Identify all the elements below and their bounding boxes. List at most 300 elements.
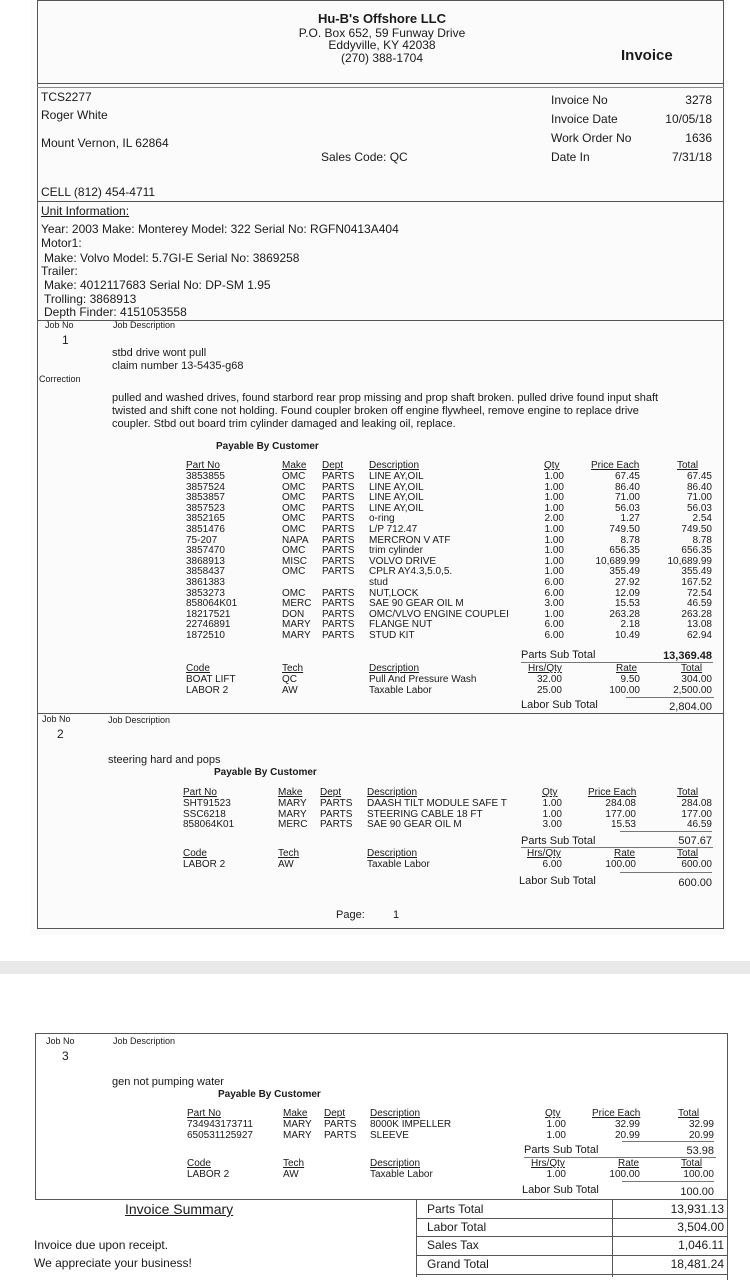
page-label: Page:: [336, 909, 365, 921]
company-phone: (270) 388-1704: [340, 51, 424, 65]
part-dept: PARTS: [320, 798, 353, 809]
job-2-make-column: [278, 799, 307, 831]
labor-code: BOAT LIFT: [186, 674, 236, 685]
job-3-labor-hrs-column: [526, 1170, 566, 1181]
part-line-total: 72.54: [686, 587, 712, 599]
part-line-total: 62.94: [686, 629, 712, 641]
part-make: MARY: [282, 619, 311, 631]
part-line-total: 177.00: [681, 808, 712, 820]
labor-line-total: 304.00: [681, 674, 712, 685]
part-line-total: 67.45: [686, 471, 712, 482]
labor-rate: 100.00: [605, 859, 636, 870]
document-title: Invoice: [621, 47, 673, 64]
part-no-header: Part No: [186, 460, 220, 471]
job-1-part-no-column: [186, 472, 237, 642]
invoice-no-value: 3278: [685, 93, 712, 107]
part-qty: 1.00: [544, 481, 564, 493]
job-2-total-column: [650, 799, 712, 831]
part-number: 3853273: [186, 587, 225, 599]
part-qty: 1.00: [544, 523, 564, 535]
job-1-description-column: [369, 472, 509, 642]
part-price-each: 263.28: [609, 608, 640, 620]
dept-header: Dept: [324, 1108, 346, 1119]
price-each-header: Price Each: [592, 1108, 641, 1119]
part-description: CPLR AY4.3,5.0,5.: [369, 566, 453, 578]
part-description: NUT,LOCK: [369, 587, 419, 599]
job-3-qty-column: [530, 1120, 566, 1141]
job-2-description-column: [367, 799, 507, 831]
labor-description: Taxable Labor: [367, 859, 430, 870]
invoice-date-value: 10/05/18: [665, 112, 712, 126]
job-1-parts-subtotal-label: Parts Sub Total: [521, 649, 596, 661]
part-description: 8000K IMPELLER: [370, 1119, 452, 1130]
part-qty: 3.00: [544, 598, 564, 610]
labor-hours: 6.00: [542, 859, 562, 870]
job-1-correction-line1: pulled and washed drives, found starbord rear prop missing and prop shaft broken. pulled drive found input shaft: [112, 392, 659, 404]
part-description: LINE AY,OIL: [369, 481, 424, 493]
job-2-labor-subtotal-label: Labor Sub Total: [519, 875, 596, 887]
part-description: FLANGE NUT: [369, 619, 433, 631]
part-dept: PARTS: [322, 502, 355, 514]
job-1-correction-line3: coupler. Stbd out board trim cylinder damaged and leaking oil, replace.: [112, 418, 456, 430]
part-make: MERC: [282, 598, 312, 610]
part-price-each: 12.09: [614, 587, 640, 599]
unit-trolling-line: Trolling: 3868913: [44, 292, 137, 306]
part-make: MARY: [283, 1129, 312, 1141]
labor-description-header: Description: [370, 1158, 421, 1169]
job-3-part-no-column: [187, 1120, 253, 1141]
work-order-value: 1636: [685, 131, 712, 145]
part-price-each: 67.45: [614, 471, 640, 482]
job-no-label: Job No: [46, 1036, 75, 1046]
part-dept: PARTS: [320, 808, 353, 820]
part-description: MERCRON V ATF: [369, 534, 451, 546]
labor-description: Pull And Pressure Wash: [369, 674, 477, 685]
job-description-label: Job Description: [108, 715, 171, 725]
job-no-label: Job No: [42, 714, 71, 724]
part-number: 3857523: [186, 502, 225, 514]
job-3-parts-subtotal-label: Parts Sub Total: [524, 1144, 599, 1156]
job-2-part-no-column: [183, 799, 234, 831]
part-price-each: 15.53: [614, 598, 640, 610]
part-number: SHT91523: [183, 798, 231, 809]
part-dept: [322, 578, 354, 589]
summary-row-label: Sales Tax: [427, 1238, 479, 1252]
labor-total-header: Total: [681, 1158, 703, 1169]
job-3-parts-subtotal-value: 53.98: [686, 1145, 714, 1157]
labor-hrs-header: Hrs/Qty: [527, 848, 561, 859]
job-2-labor-hrs-column: [520, 860, 562, 871]
job-3-price-column: [580, 1120, 640, 1141]
labor-description: Taxable Labor: [370, 1169, 433, 1180]
part-make: NAPA: [282, 534, 309, 546]
part-qty: 1.00: [546, 1129, 566, 1141]
job-3-number: 3: [62, 1049, 69, 1063]
invoice-page-1: [30, 0, 726, 935]
part-make: OMC: [282, 566, 306, 578]
invoice-date-label: Invoice Date: [551, 112, 618, 126]
labor-hrs-header: Hrs/Qty: [528, 663, 562, 674]
labor-tech: QC: [282, 674, 297, 685]
job-2-labor-total-column: [650, 860, 712, 871]
job-2-labor-subtotal-value: 600.00: [678, 877, 712, 889]
job-description-label: Job Description: [113, 1036, 176, 1046]
labor-total-header: Total: [681, 663, 703, 674]
job-2-labor-rate-column: [586, 860, 636, 871]
job-2-labor-tech-column: [278, 860, 294, 871]
labor-tech-header: Tech: [278, 848, 300, 859]
payment-terms-note: Invoice due upon receipt.: [34, 1238, 169, 1252]
part-price-each: 15.53: [610, 819, 636, 831]
correction-label: Correction: [39, 374, 81, 384]
part-make: MARY: [278, 808, 307, 820]
job-1-complaint-line1: stbd drive wont pull: [112, 347, 207, 359]
part-qty: 6.00: [544, 576, 564, 588]
part-dept: PARTS: [322, 608, 355, 620]
qty-header: Qty: [544, 460, 560, 471]
unit-trailer-label: Trailer:: [41, 264, 78, 278]
labor-code: LABOR 2: [183, 859, 226, 870]
customer-name: Roger White: [41, 108, 108, 122]
job-3-complaint: gen not pumping water: [112, 1076, 224, 1088]
part-dept: PARTS: [322, 471, 355, 482]
part-dept: PARTS: [322, 523, 355, 535]
job-1-parts-subtotal-value: 13,369.48: [663, 650, 712, 662]
invoice-page-2: [0, 1030, 740, 1277]
part-make: MARY: [283, 1119, 312, 1130]
part-price-each: 749.50: [609, 523, 640, 535]
part-number: 18217521: [186, 608, 231, 620]
labor-hrs-header: Hrs/Qty: [531, 1158, 565, 1169]
part-make: OMC: [282, 513, 306, 525]
labor-rate-header: Rate: [614, 848, 636, 859]
job-2-parts-subtotal-label: Parts Sub Total: [521, 835, 596, 847]
part-make: [282, 578, 311, 589]
part-dept: PARTS: [322, 481, 355, 493]
part-make: OMC: [282, 502, 306, 514]
company-name: Hu-B's Offshore LLC: [317, 11, 447, 26]
job-no-label: Job No: [45, 320, 74, 330]
job-1-complaint-line2: claim number 13-5435-g68: [112, 360, 244, 372]
page-number: 1: [393, 909, 400, 921]
part-line-total: 46.59: [686, 819, 712, 831]
part-price-each: 27.92: [614, 576, 640, 588]
price-each-header: Price Each: [591, 460, 640, 471]
part-line-total: 20.99: [688, 1129, 714, 1141]
part-make: DON: [282, 608, 305, 620]
unit-motor-label: Motor1:: [41, 236, 82, 250]
part-qty: 6.00: [544, 629, 564, 641]
work-order-label: Work Order No: [551, 131, 632, 145]
part-qty: 1.00: [542, 808, 562, 820]
summary-row-value: 3,504.00: [677, 1220, 724, 1234]
part-description: LINE AY,OIL: [369, 471, 424, 482]
job-2-parts-subtotal-value: 507.67: [678, 835, 712, 847]
part-description: LINE AY,OIL: [369, 492, 424, 504]
part-dept: PARTS: [322, 629, 355, 641]
part-description: STEERING CABLE 18 FT: [367, 808, 483, 820]
part-description: L/P 712.47: [369, 523, 418, 535]
job-1-number: 1: [62, 333, 69, 347]
part-line-total: 56.03: [686, 502, 712, 514]
part-dept: PARTS: [322, 513, 355, 525]
date-in-label: Date In: [551, 150, 590, 164]
part-number: 3853855: [186, 471, 225, 482]
labor-rate-header: Rate: [616, 663, 638, 674]
labor-line-total: 2,500.00: [673, 684, 712, 696]
job-3-payable-heading: Payable By Customer: [218, 1089, 321, 1100]
part-dept: PARTS: [322, 492, 355, 504]
part-make: MARY: [282, 629, 311, 641]
part-price-each: 284.08: [605, 798, 636, 809]
job-3-labor-desc-column: [370, 1170, 433, 1181]
part-line-total: 263.28: [681, 608, 712, 620]
part-description: stud: [369, 576, 388, 588]
part-line-total: 167.52: [681, 576, 712, 588]
part-price-each: 1.27: [620, 513, 640, 525]
part-price-each: 656.35: [609, 545, 640, 557]
part-price-each: 20.99: [614, 1129, 640, 1141]
labor-line-total: 100.00: [683, 1169, 714, 1180]
part-make: OMC: [282, 492, 306, 504]
price-each-header: Price Each: [588, 787, 637, 798]
part-no-header: Part No: [183, 787, 217, 798]
part-number: 22746891: [186, 619, 231, 631]
labor-code-header: Code: [187, 1158, 211, 1169]
unit-info-header: Unit Information:: [41, 204, 130, 218]
part-dept: PARTS: [322, 566, 355, 578]
part-description: SLEEVE: [370, 1129, 409, 1141]
part-qty: 1.00: [544, 608, 564, 620]
part-line-total: 355.49: [681, 566, 712, 578]
part-make: OMC: [282, 471, 306, 482]
job-1-labor-hrs-column: [520, 675, 562, 696]
part-description: STUD KIT: [369, 629, 415, 641]
labor-rate: 100.00: [609, 1169, 640, 1180]
part-number: 3868913: [186, 555, 225, 567]
part-qty: 2.00: [544, 513, 564, 525]
labor-description-header: Description: [367, 848, 418, 859]
job-1-labor-rate-column: [590, 675, 640, 696]
invoice-no-label: Invoice No: [551, 93, 608, 107]
summary-row-label: Grand Total: [427, 1257, 489, 1271]
part-dept: PARTS: [320, 819, 353, 831]
labor-hours: 32.00: [536, 674, 562, 685]
dept-header: Dept: [320, 787, 342, 798]
labor-tech: AW: [282, 684, 298, 696]
part-qty: 1.00: [544, 545, 564, 557]
customer-city: Mount Vernon, IL 62864: [41, 136, 169, 150]
part-price-each: 56.03: [614, 502, 640, 514]
thank-you-note: We appreciate your business!: [34, 1256, 192, 1270]
labor-code-header: Code: [183, 848, 207, 859]
labor-tech: AW: [278, 859, 294, 870]
unit-motor-line: Make: Volvo Model: 5.7GI-E Serial No: 3869258: [44, 251, 300, 265]
job-2-price-column: [576, 799, 636, 831]
job-3-labor-rate-column: [590, 1170, 640, 1181]
page-separator: [0, 961, 750, 974]
part-number: SSC6218: [183, 808, 226, 820]
make-header: Make: [283, 1108, 308, 1119]
part-dept: PARTS: [322, 587, 355, 599]
part-description: trim cylinder: [369, 545, 423, 557]
labor-line-total: 600.00: [681, 859, 712, 870]
part-number: 858064K01: [186, 598, 238, 610]
unit-trailer-line: Make: 4012117683 Serial No: DP-SM 1.95: [44, 278, 271, 292]
make-header: Make: [278, 787, 303, 798]
labor-description-header: Description: [369, 663, 420, 674]
job-description-label: Job Description: [113, 320, 176, 330]
labor-code-header: Code: [186, 663, 210, 674]
part-qty: 1.00: [544, 492, 564, 504]
unit-boat-line: Year: 2003 Make: Monterey Model: 322 Serial No: RGFN0413A404: [41, 222, 399, 236]
job-2-dept-column: [320, 799, 352, 831]
job-3-labor-code-column: [187, 1170, 229, 1181]
job-1-payable-heading: Payable By Customer: [216, 441, 319, 452]
part-price-each: 10.49: [614, 629, 640, 641]
summary-row-value: 13,931.13: [670, 1202, 724, 1216]
part-line-total: 2.54: [692, 513, 712, 525]
job-1-labor-total-column: [650, 675, 712, 696]
part-line-total: 749.50: [681, 523, 712, 535]
labor-total-header: Total: [677, 848, 699, 859]
part-line-total: 284.08: [681, 798, 712, 809]
part-number: 858064K01: [183, 819, 235, 831]
sales-code: Sales Code: QC: [321, 150, 408, 164]
labor-code: LABOR 2: [186, 684, 229, 696]
job-3-labor-subtotal-value: 100.00: [680, 1186, 714, 1198]
part-qty: 6.00: [544, 587, 564, 599]
part-line-total: 71.00: [686, 492, 712, 504]
labor-tech: AW: [283, 1169, 299, 1180]
part-line-total: 656.35: [681, 545, 712, 557]
part-qty: 1.00: [542, 798, 562, 809]
part-number: 3857524: [186, 481, 225, 493]
labor-hours: 25.00: [536, 684, 562, 696]
job-3-dept-column: [324, 1120, 356, 1141]
summary-row-value: 1,046.11: [678, 1238, 724, 1252]
part-price-each: 10,689.99: [595, 555, 640, 567]
part-price-each: 32.99: [614, 1119, 640, 1130]
job-3-description-column: [370, 1120, 451, 1141]
part-qty: 1.00: [544, 566, 564, 578]
part-qty: 6.00: [544, 619, 564, 631]
summary-row-label: Labor Total: [427, 1220, 487, 1234]
part-qty: 1.00: [546, 1119, 566, 1130]
part-description: LINE AY,OIL: [369, 502, 424, 514]
part-price-each: 2.18: [620, 619, 640, 631]
customer-code: TCS2277: [41, 90, 92, 104]
part-qty: 3.00: [542, 819, 562, 831]
qty-header: Qty: [545, 1108, 561, 1119]
part-price-each: 355.49: [609, 566, 640, 578]
labor-rate-header: Rate: [618, 1158, 640, 1169]
job-2-qty-column: [528, 799, 562, 831]
part-number: 3851476: [186, 523, 225, 535]
part-dept: PARTS: [322, 619, 355, 631]
part-number: 3857470: [186, 545, 225, 557]
labor-rate: 9.50: [620, 674, 640, 685]
part-line-total: 32.99: [688, 1119, 714, 1130]
job-2-labor-code-column: [183, 860, 225, 871]
invoice-summary-title: Invoice Summary: [125, 1201, 234, 1217]
company-address-line2: Eddyville, KY 42038: [328, 38, 436, 52]
job-3-labor-tech-column: [283, 1170, 299, 1181]
summary-row-label: Parts Total: [427, 1202, 484, 1216]
part-qty: 1.00: [544, 502, 564, 514]
job-1-price-column: [580, 472, 640, 642]
part-description: OMC/VLVO ENGINE COUPLEI: [369, 608, 509, 620]
part-number: 3852165: [186, 513, 225, 525]
job-1-dept-column: [322, 472, 354, 642]
qty-header: Qty: [542, 787, 558, 798]
part-qty: 1.00: [544, 534, 564, 546]
job-1-labor-subtotal-value: 2,804.00: [669, 701, 712, 713]
part-make: OMC: [282, 545, 306, 557]
labor-code: LABOR 2: [187, 1169, 230, 1180]
part-number: 3861383: [186, 576, 225, 588]
description-header: Description: [369, 460, 420, 471]
part-number: 3858437: [186, 566, 225, 578]
customer-cell: CELL (812) 454-4711: [41, 185, 156, 199]
part-make: OMC: [282, 587, 306, 599]
part-no-header: Part No: [187, 1108, 221, 1119]
dept-header: Dept: [322, 460, 344, 471]
part-description: SAE 90 GEAR OIL M: [367, 819, 462, 831]
part-description: DAASH TILT MODULE SAFE T: [367, 798, 507, 809]
job-1-total-column: [650, 472, 712, 642]
job-1-labor-tech-column: [282, 675, 298, 696]
part-description: SAE 90 GEAR OIL M: [369, 598, 464, 610]
part-number: 75-207: [186, 534, 218, 546]
job-1-correction-line2: twisted and shift cone not holding. Found coupler broken off engine flywheel, remove engine to replace drive: [112, 405, 639, 417]
part-price-each: 177.00: [605, 808, 636, 820]
company-address-line1: P.O. Box 652, 59 Funway Drive: [298, 26, 466, 40]
part-line-total: 86.40: [686, 481, 712, 493]
part-number: 1872510: [186, 629, 225, 641]
part-dept: PARTS: [324, 1119, 357, 1130]
part-line-total: 10,689.99: [667, 555, 712, 567]
job-2-payable-heading: Payable By Customer: [214, 767, 317, 778]
part-line-total: 8.78: [692, 534, 712, 546]
part-dept: PARTS: [322, 534, 355, 546]
labor-hours: 1.00: [546, 1169, 566, 1180]
description-header: Description: [367, 787, 418, 798]
part-qty: 1.00: [544, 471, 564, 482]
labor-rate: 100.00: [609, 684, 640, 696]
job-1-labor-code-column: [186, 675, 236, 696]
part-price-each: 8.78: [620, 534, 640, 546]
part-dept: PARTS: [322, 545, 355, 557]
part-number: 650531125927: [187, 1129, 253, 1141]
part-price-each: 71.00: [614, 492, 640, 504]
job-1-qty-column: [530, 472, 564, 642]
job-1-make-column: [282, 472, 311, 642]
job-3-labor-total-column: [652, 1170, 714, 1181]
summary-table: [416, 1200, 728, 1277]
part-number: 734943173711: [187, 1119, 253, 1130]
total-header: Total: [677, 787, 699, 798]
part-number: 3853857: [186, 492, 225, 504]
total-header: Total: [678, 1108, 700, 1119]
description-header: Description: [370, 1108, 421, 1119]
job-3-labor-subtotal-label: Labor Sub Total: [522, 1184, 599, 1196]
part-description: o-ring: [369, 513, 395, 525]
part-make: MARY: [278, 798, 307, 809]
total-header: Total: [677, 460, 699, 471]
part-make: OMC: [282, 481, 306, 493]
part-price-each: 86.40: [614, 481, 640, 493]
